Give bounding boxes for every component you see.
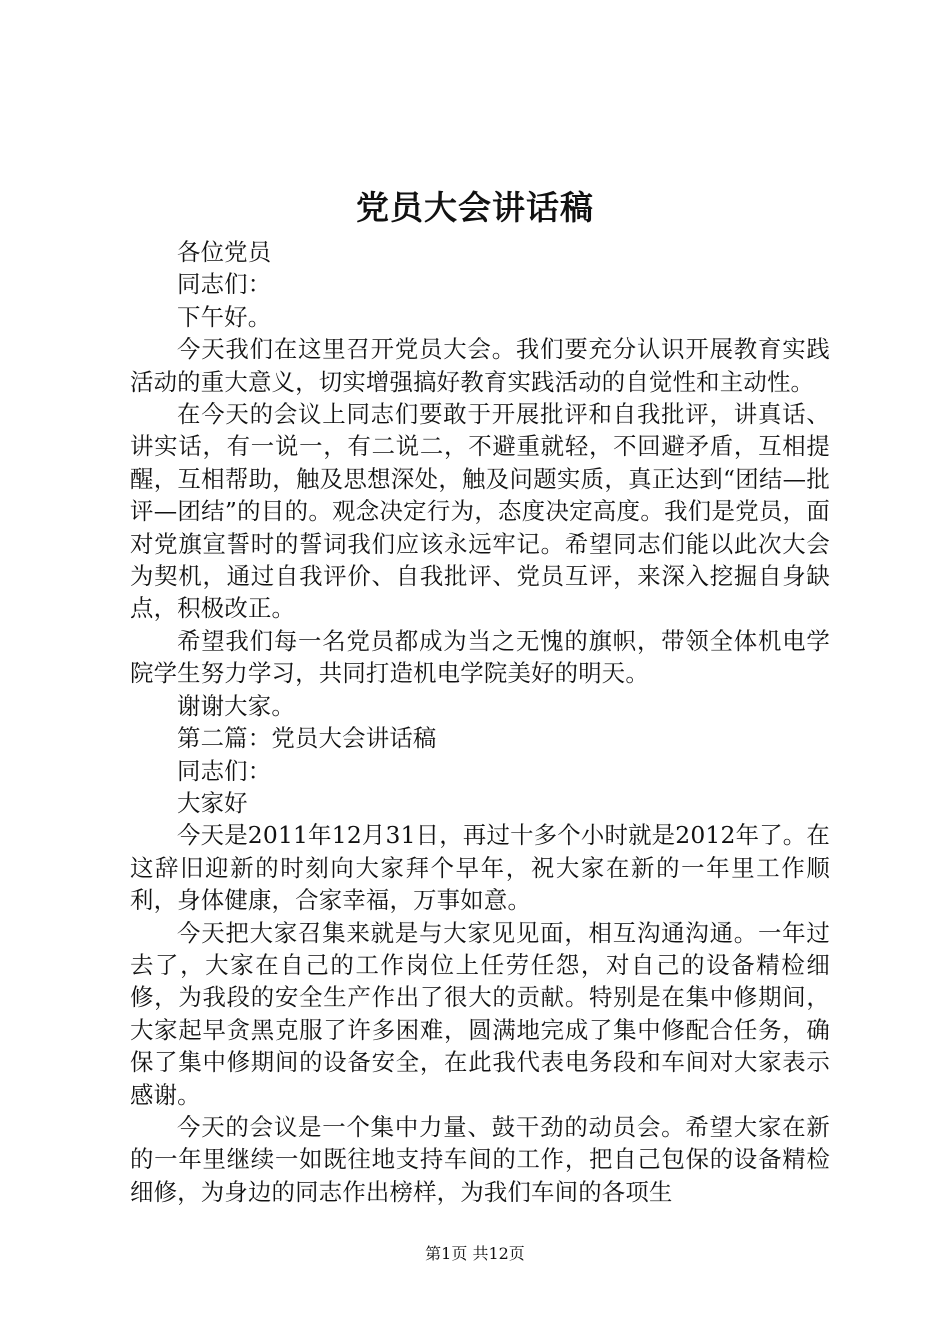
paragraph-new-year: 今天是2011年12月31日，再过十多个小时就是2012年了。在这辞旧迎新的时刻向大家拜个早年，祝大家在新的一年里工作顺利，身体健康，合家幸福，万事如意。	[130, 821, 830, 915]
paragraph-comrades-2: 同志们：	[177, 756, 272, 785]
paragraph-greeting-comrades: 同志们：	[177, 270, 272, 299]
paragraph-good-afternoon: 下午好。	[177, 302, 272, 331]
paragraph-hope: 希望我们每一名党员都成为当之无愧的旗帜，带领全体机电学院学生努力学习，共同打造机电学院美好的明天。	[130, 626, 830, 688]
paragraph-second-title: 第二篇：党员大会讲话稿	[177, 724, 437, 753]
document-body	[130, 236, 830, 1208]
paragraph-criticism: 在今天的会议上同志们要敢于开展批评和自我批评，讲真话、讲实话，有一说一，有二说二，不避重就轻，不回避矛盾，互相提醒，互相帮助，触及思想深处，触及问题实质，真正达到“团结—批评—团结”的目的。观念决定行为，态度决定高度。我们是党员，面对党旗宣誓时的誓词我们应该永远牢记。希望同志们能以此次大会为契机，通过自我评价、自我批评、党员互评，来深入挖掘自身缺点，积极改正。	[130, 400, 830, 623]
paragraph-meeting-intro: 今天我们在这里召开党员大会。我们要充分认识开展教育实践活动的重大意义，切实增强搞好教育实践活动的自觉性和主动性。	[130, 335, 830, 396]
page-footer: 第1页 共12页	[425, 1244, 525, 1263]
paragraph-greeting-members: 各位党员	[177, 238, 272, 266]
paragraph-mobilization: 今天的会议是一个集中力量、鼓干劲的动员会。希望大家在新的一年里继续一如既往地支持车间的工作，把自己包保的设备精检细修，为身边的同志作出榜样，为我们车间的各项生	[130, 1112, 830, 1206]
paragraph-hello: 大家好	[177, 788, 248, 817]
paragraph-review: 今天把大家召集来就是与大家见见面，相互沟通沟通。一年过去了，大家在自己的工作岗位上任劳任怨，对自己的设备精检细修，为我段的安全生产作出了很大的贡献。特别是在集中修期间，大家起早贪黑克服了许多困难，圆满地完成了集中修配合任务，确保了集中修期间的设备安全，在此我代表电务段和车间对大家表示感谢。	[130, 918, 830, 1109]
paragraph-thanks: 谢谢大家。	[177, 691, 295, 720]
document-title: 党员大会讲话稿	[356, 188, 594, 227]
